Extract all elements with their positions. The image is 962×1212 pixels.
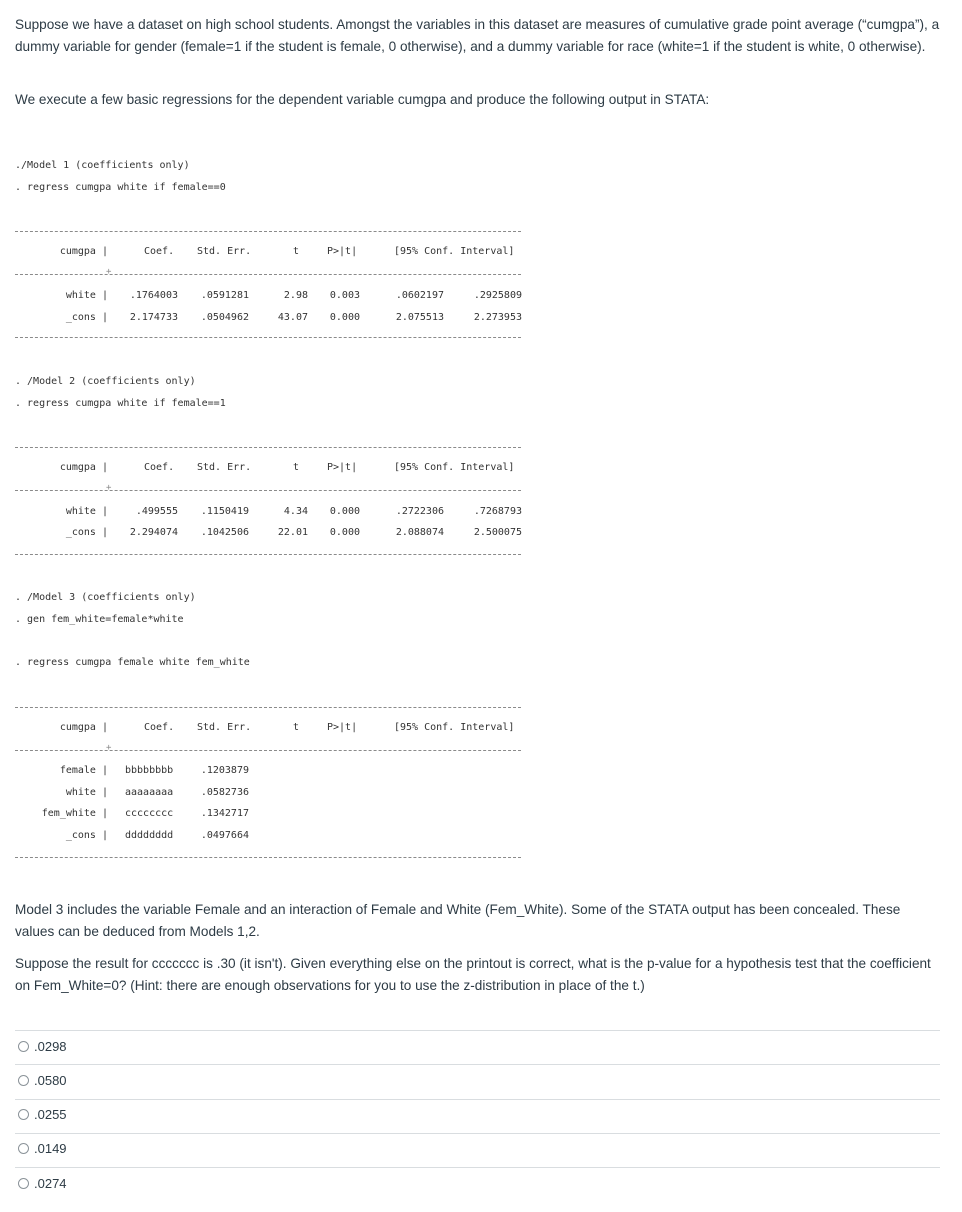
model2-cmd2: . regress cumgpa white if female==1 bbox=[15, 398, 226, 409]
model3-row-female-var: female | bbox=[59, 765, 108, 776]
model2-row-white-coef: .499555 bbox=[135, 506, 178, 517]
model3-row-white-coef: aaaaaaaa bbox=[125, 787, 174, 798]
model3-cmd1: . /Model 3 (coefficients only) bbox=[15, 592, 196, 603]
model3-row-femwhite-var: fem_white | bbox=[41, 808, 108, 819]
header-p: P>|t| bbox=[327, 462, 358, 473]
answer-option-label: .0580 bbox=[34, 1072, 67, 1088]
divider bbox=[15, 750, 521, 751]
model1-row-cons-coef: 2.174733 bbox=[129, 312, 178, 323]
header-ci: [95% Conf. Interval] bbox=[394, 462, 515, 473]
divider bbox=[15, 337, 521, 338]
header-coef: Coef. bbox=[144, 246, 175, 257]
model3-cmd3: . regress cumgpa female white fem_white bbox=[15, 657, 250, 668]
model3-row-cons-se: .0497664 bbox=[200, 830, 249, 841]
model1-cmd1: ./Model 1 (coefficients only) bbox=[15, 160, 190, 171]
model1-row-white-hi: .2925809 bbox=[473, 290, 522, 301]
model2-row-white-var: white | bbox=[65, 506, 108, 517]
divider bbox=[15, 707, 521, 708]
model3-row-femwhite-coef: cccccccc bbox=[125, 808, 174, 819]
divider-plus: + bbox=[106, 483, 112, 493]
model3-row-cons-var: _cons | bbox=[65, 830, 108, 841]
header-dep: cumgpa | bbox=[59, 462, 108, 473]
question-intro-2: We execute a few basic regressions for the dependent variable cumgpa and produce the following output in STATA: bbox=[15, 92, 710, 107]
header-se: Std. Err. bbox=[197, 722, 252, 733]
header-p: P>|t| bbox=[327, 246, 358, 257]
model2-row-cons-se: .1042506 bbox=[200, 527, 249, 538]
header-ci: [95% Conf. Interval] bbox=[394, 246, 515, 257]
model1-row-white-se: .0591281 bbox=[200, 290, 249, 301]
model2-row-cons-coef: 2.294074 bbox=[129, 527, 178, 538]
divider bbox=[15, 447, 521, 448]
model2-row-white-t: 4.34 bbox=[283, 506, 308, 517]
header-coef: Coef. bbox=[144, 462, 175, 473]
option-divider bbox=[15, 1133, 940, 1134]
answer-option-4[interactable] bbox=[18, 1139, 67, 1157]
model2-row-white-p: 0.000 bbox=[329, 506, 360, 517]
model1-row-cons-lo: 2.075513 bbox=[395, 312, 444, 323]
divider bbox=[15, 554, 521, 555]
question-para4: Suppose the result for ccccccc is .30 (it isn't). Given everything else on the printout is correct, what is the p-value for a hypothesis test that the coefficient on Fem_White=0? (Hint: there are enough observations for you to use the z-distribution in place of the t.) bbox=[15, 956, 931, 993]
answer-option-5[interactable] bbox=[18, 1174, 67, 1192]
option-divider bbox=[15, 1099, 940, 1100]
model1-row-cons-hi: 2.273953 bbox=[473, 312, 522, 323]
question-intro: Suppose we have a dataset on high school students. Amongst the variables in this dataset are measures of cumulative grade point average (“cumgpa”), a dummy variable for gender (female=1 if the student is female, 0 otherwise), and a dummy variable for race (white=1 if the student is white, 0 otherwise). bbox=[15, 17, 940, 54]
header-p: P>|t| bbox=[327, 722, 358, 733]
header-dep: cumgpa | bbox=[59, 722, 108, 733]
answer-option-3[interactable] bbox=[18, 1105, 67, 1123]
model1-row-cons-se: .0504962 bbox=[200, 312, 249, 323]
radio-button-icon[interactable] bbox=[18, 1178, 29, 1189]
answer-option-label: .0274 bbox=[34, 1175, 67, 1191]
model2-row-cons-hi: 2.500075 bbox=[473, 527, 522, 538]
option-divider bbox=[15, 1064, 940, 1065]
divider bbox=[15, 490, 521, 491]
model3-cmd2: . gen fem_white=female*white bbox=[15, 614, 184, 625]
header-t: t bbox=[293, 722, 300, 733]
model2-row-white-lo: .2722306 bbox=[395, 506, 444, 517]
header-se: Std. Err. bbox=[197, 462, 252, 473]
header-ci: [95% Conf. Interval] bbox=[394, 722, 515, 733]
model2-row-cons-lo: 2.088074 bbox=[395, 527, 444, 538]
answer-option-1[interactable] bbox=[18, 1037, 67, 1055]
option-divider bbox=[15, 1167, 940, 1168]
model2-row-cons-var: _cons | bbox=[65, 527, 108, 538]
model1-row-white-var: white | bbox=[65, 290, 108, 301]
model2-row-white-hi: .7268793 bbox=[473, 506, 522, 517]
radio-button-icon[interactable] bbox=[18, 1109, 29, 1120]
model2-row-cons-t: 22.01 bbox=[277, 527, 308, 538]
model1-row-cons-var: _cons | bbox=[65, 312, 108, 323]
divider bbox=[15, 274, 521, 275]
model1-row-cons-t: 43.07 bbox=[277, 312, 308, 323]
divider bbox=[15, 231, 521, 232]
question-para3: Model 3 includes the variable Female and an interaction of Female and White (Fem_White). Some of the STATA output has been concealed. These values can be deduced from Models 1,2. bbox=[15, 902, 901, 939]
header-t: t bbox=[293, 246, 300, 257]
option-divider bbox=[15, 1030, 940, 1031]
model1-row-white-coef: .1764003 bbox=[129, 290, 178, 301]
model3-row-cons-coef: dddddddd bbox=[125, 830, 174, 841]
model3-row-white-var: white | bbox=[65, 787, 108, 798]
model1-row-white-t: 2.98 bbox=[283, 290, 308, 301]
header-dep: cumgpa | bbox=[59, 246, 108, 257]
model1-row-white-p: 0.003 bbox=[329, 290, 360, 301]
model2-cmd1: . /Model 2 (coefficients only) bbox=[15, 376, 196, 387]
model2-row-cons-p: 0.000 bbox=[329, 527, 360, 538]
divider bbox=[15, 857, 521, 858]
radio-button-icon[interactable] bbox=[18, 1075, 29, 1086]
model2-row-white-se: .1150419 bbox=[200, 506, 249, 517]
answer-option-label: .0255 bbox=[34, 1106, 67, 1122]
model3-row-white-se: .0582736 bbox=[200, 787, 249, 798]
header-t: t bbox=[293, 462, 300, 473]
answer-option-label: .0298 bbox=[34, 1038, 67, 1054]
model3-row-female-se: .1203879 bbox=[200, 765, 249, 776]
model1-cmd2: . regress cumgpa white if female==0 bbox=[15, 182, 226, 193]
header-se: Std. Err. bbox=[197, 246, 252, 257]
answer-option-2[interactable] bbox=[18, 1071, 67, 1089]
model1-row-cons-p: 0.000 bbox=[329, 312, 360, 323]
model3-row-female-coef: bbbbbbbb bbox=[125, 765, 174, 776]
model1-row-white-lo: .0602197 bbox=[395, 290, 444, 301]
model3-row-femwhite-se: .1342717 bbox=[200, 808, 249, 819]
radio-button-icon[interactable] bbox=[18, 1143, 29, 1154]
divider-plus: + bbox=[106, 743, 112, 753]
radio-button-icon[interactable] bbox=[18, 1041, 29, 1052]
divider-plus: + bbox=[106, 267, 112, 277]
answer-option-label: .0149 bbox=[34, 1140, 67, 1156]
header-coef: Coef. bbox=[144, 722, 175, 733]
